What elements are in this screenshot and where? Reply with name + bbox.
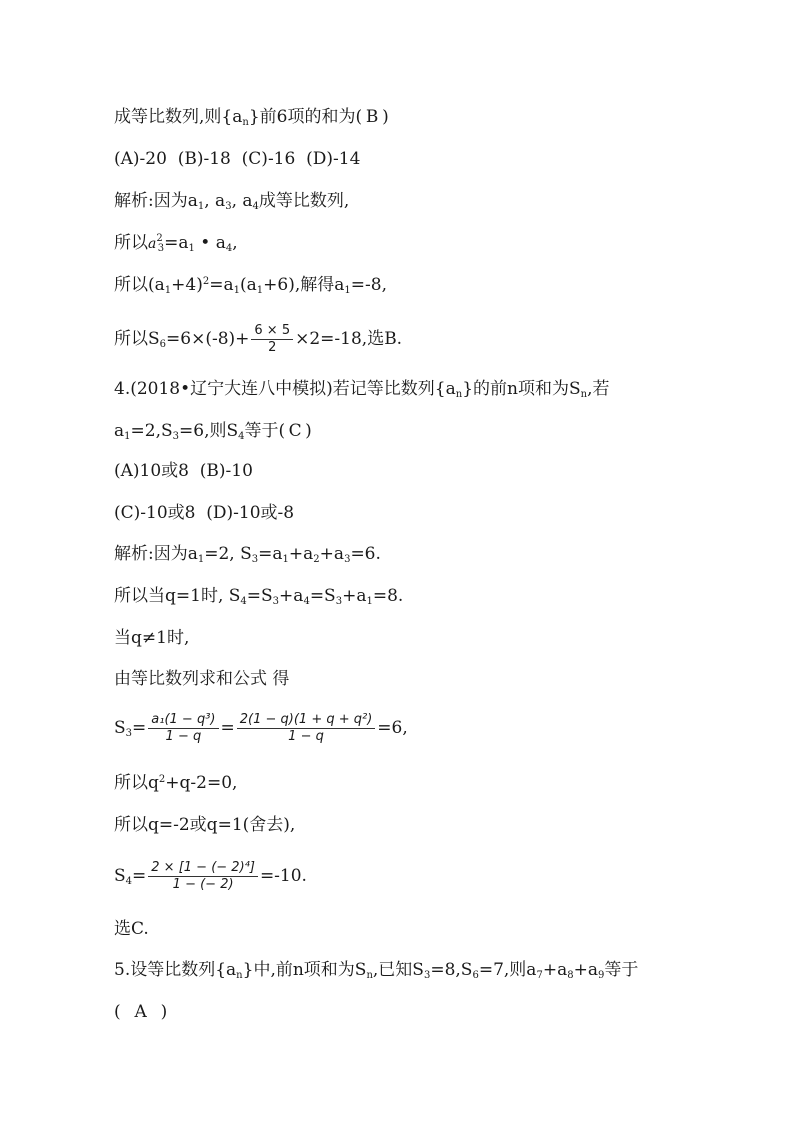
analysis-line: 选C.: [114, 919, 149, 939]
question-3-tail: 成等比数列,则$\{a_n\}$前6项的和为( B ): [114, 107, 389, 128]
fraction: $\frac{\text{2(1 − q)(1 + q + q²)}}{1 - q}$: [237, 712, 376, 745]
analysis-line: 所以当q=1时, $S_4=S_3+a_4=S_3+a_1=8$.: [114, 586, 404, 607]
question-4: 4.(2018•辽宁大连八中模拟)若记等比数列$\{a_n\}$的前n项和为$S_n$,若: [114, 379, 610, 400]
fraction: $\frac{\text{a₁(1 − q³)}}{1 - q}$: [148, 712, 218, 745]
analysis-line: 当q≠1时,: [114, 628, 190, 648]
question-5: 5.设等比数列$\{a_n\}$中,前n项和为$S_n$,已知$S_3=8,S_6=7$,则$a_7+a_8+a_9$等于: [114, 960, 639, 981]
question-5: ( A ): [114, 1002, 168, 1022]
answer-choice: C: [288, 421, 302, 441]
analysis-line: 所以$S_6=6\times(-8)+$ $\frac{6 \times 5}{2}$ ×2=-18,选B.: [114, 323, 403, 355]
analysis-line: 解析:因为$a_1=2$, $S_3=a_1+a_2+a_3=6$.: [114, 544, 381, 565]
fraction: $\frac{\text{2 × [1 − (− 2)⁴]}}{1 - (- 2)}$: [148, 860, 258, 893]
analysis-line: 所以$q^2+q-2=0$,: [114, 773, 238, 793]
options-q4: (A)10或8 (B)-10: [114, 461, 253, 481]
fraction: $\frac{6 \times 5}{2}$: [251, 323, 293, 356]
answer-choice: A: [134, 1002, 147, 1022]
analysis-line: 所以q=-2或q=1(舍去),: [114, 815, 296, 835]
analysis-line: 解析:因为$a_1$, $a_3$, $a_4$成等比数列,: [114, 191, 350, 212]
formula-s3: $S_3=$ $\frac{\text{a₁(1 − q³)}}{1 - q}$ = $\frac{\text{2(1 − q)(1 + q + q²)}}{1 - q}$ =6,: [114, 712, 408, 744]
analysis-line: 所以$(a_1+4)^2=a_1(a_1+6)$,解得$a_1=-8$,: [114, 275, 387, 296]
analysis-line: 所以$a^2_3=a_1$ • $a_4$,: [114, 233, 238, 254]
options-q3: (A)-20 (B)-18 (C)-16 (D)-14: [114, 149, 361, 169]
formula-s4: $S_4=$ $\frac{\text{2 × [1 − (− 2)⁴]}}{1 - (- 2)}$ =-10.: [114, 860, 307, 892]
options-q4: (C)-10或8 (D)-10或-8: [114, 503, 295, 523]
question-4: $a_1=2,S_3=6$,则$S_4$等于( C ): [114, 421, 312, 442]
analysis-line: 由等比数列求和公式 得: [114, 669, 290, 689]
answer-choice: B: [365, 107, 379, 127]
